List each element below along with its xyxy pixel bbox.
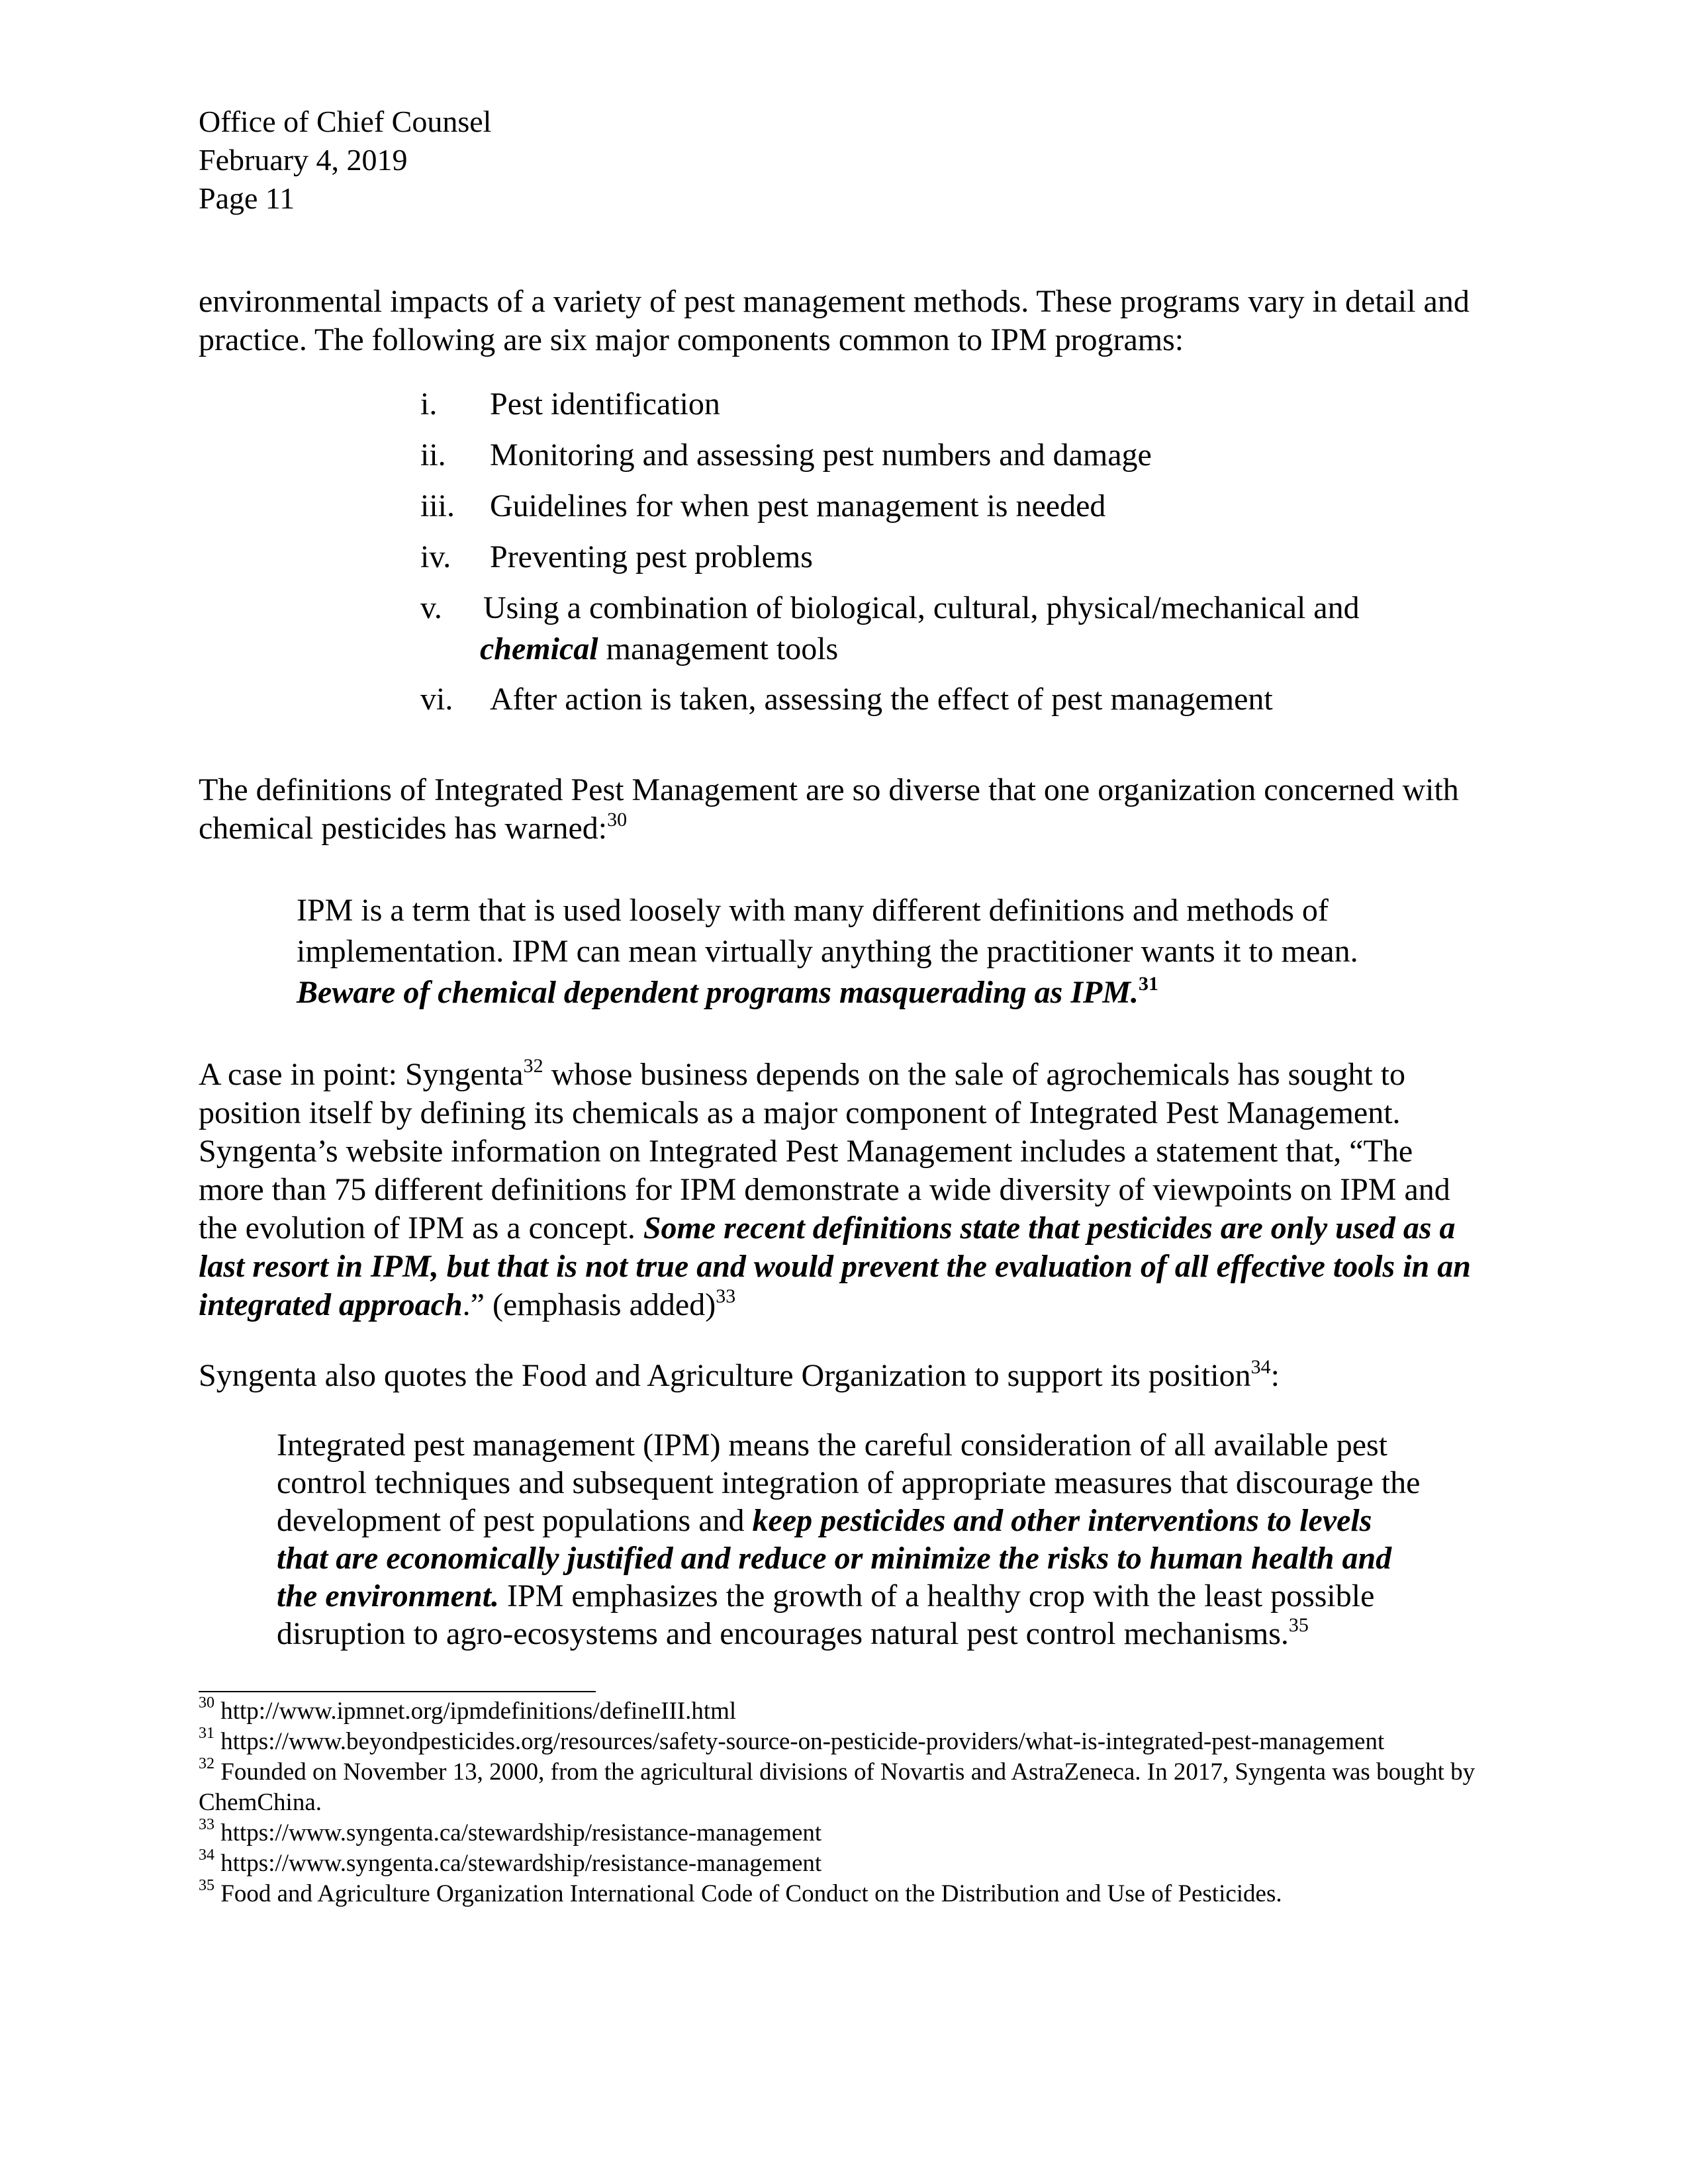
intro-paragraph: environmental impacts of a variety of pest management methods. These programs vary in detail and practice. The following are six major components common to IPM programs: xyxy=(199,284,1470,357)
list-text: Preventing pest problems xyxy=(490,539,813,574)
footnote-number: 31 xyxy=(199,1724,214,1742)
footnote-ref: 31 xyxy=(1139,973,1159,995)
footnote-number: 35 xyxy=(199,1876,214,1894)
paragraph-text: Syngenta also quotes the Food and Agriculture Organization to support its position xyxy=(199,1358,1251,1393)
quote-line: implementation. IPM can mean virtually anything the practitioner wants it to mean. xyxy=(297,934,1358,969)
footnote-number: 32 xyxy=(199,1754,214,1772)
syngenta-paragraph xyxy=(199,1056,1483,1324)
footnote xyxy=(199,1754,1496,1818)
footnote xyxy=(199,1696,1496,1727)
fao-intro-paragraph xyxy=(199,1357,1496,1395)
list-text: Guidelines for when pest management is needed xyxy=(490,488,1106,523)
footnote-text: https://www.syngenta.ca/stewardship/resistance-management xyxy=(220,1850,822,1877)
list-text-rest: management tools xyxy=(598,631,839,666)
list-number: iii. xyxy=(420,488,455,523)
list-text-continuation xyxy=(480,629,1479,670)
footnote-text: https://www.syngenta.ca/stewardship/resistance-management xyxy=(220,1819,822,1846)
footnote-ref: 33 xyxy=(716,1285,736,1307)
block-quote-ipm-warning xyxy=(297,890,1422,1013)
list-text: Monitoring and assessing pest numbers and damage xyxy=(490,437,1152,473)
header-date: February 4, 2019 xyxy=(199,143,408,177)
footnote xyxy=(199,1848,1496,1879)
footnote-ref: 35 xyxy=(1288,1614,1309,1636)
list-text-emphasis: chemical xyxy=(480,631,598,666)
footnote-number: 33 xyxy=(199,1815,214,1833)
footnote-number: 30 xyxy=(199,1694,214,1711)
quote-emphasis: Beware of chemical dependent programs masquerading as IPM. xyxy=(297,975,1139,1010)
paragraph-emphasis: Some recent definitions state that pesticides are only used as a last resort in IPM, but that is not true and would prevent the evaluation of all effective tools in an integrated approach xyxy=(199,1210,1471,1322)
footnote xyxy=(199,1876,1496,1909)
footnote-number: 34 xyxy=(199,1846,214,1864)
list-text: Using a combination of biological, cultural, physical/mechanical and xyxy=(483,590,1360,625)
footnote-text: https://www.beyondpesticides.org/resources/safety-source-on-pesticide-providers/what-is-integrated-pest-management xyxy=(220,1728,1385,1755)
document-page xyxy=(199,103,1496,1907)
footnote-text: Food and Agriculture Organization International Code of Conduct on the Distribution and Use of Pesticides. xyxy=(220,1880,1282,1907)
footnote-ref: 34 xyxy=(1250,1356,1271,1378)
list-number: ii. xyxy=(420,437,446,473)
header-office: Office of Chief Counsel xyxy=(199,105,492,138)
list-number: i. xyxy=(420,387,438,422)
list-item xyxy=(420,384,1479,425)
list-item xyxy=(420,537,1479,578)
paragraph-text: whose business depends on the sale of agrochemicals has sought to position itself by defining its chemicals as a major component of Integrated Pest Management. Syngenta’s website information on Integrated Pest Management includes a statement that, “The more than 75 different definitions for IPM demonstrate a wide diversity of viewpoints on IPM and the evolution of IPM as a concept. xyxy=(199,1057,1450,1246)
quote-line: IPM is a term that is used loosely with many different definitions and methods of xyxy=(297,893,1329,928)
quote-text: Integrated pest management (IPM) means the careful consideration of all available pest control techniques and subsequent integration of appropriate measures that discourage the development of pest populations and xyxy=(277,1428,1421,1538)
footnote-ref: 30 xyxy=(607,809,628,831)
footnote-text: http://www.ipmnet.org/ipmdefinitions/defineIII.html xyxy=(220,1698,737,1725)
footnote xyxy=(199,1815,1496,1848)
list-number: vi. xyxy=(420,682,453,717)
list-item xyxy=(420,588,1479,670)
quote-emphasis: keep pesticides and other interventions to levels that are economically justified and reduce or minimize the risks to human health and the environment. xyxy=(277,1503,1392,1614)
footnote-separator xyxy=(199,1691,596,1692)
list-text: After action is taken, assessing the effect of pest management xyxy=(490,682,1273,717)
list-item xyxy=(420,679,1479,720)
paragraph-text: : xyxy=(1270,1358,1280,1393)
list-text: Pest identification xyxy=(490,387,720,422)
footnote-ref: 32 xyxy=(523,1055,543,1077)
definitions-paragraph xyxy=(199,771,1496,848)
letter-header xyxy=(199,103,1496,218)
footnote-text: Founded on November 13, 2000, from the agricultural divisions of Novartis and AstraZeneca. In 2017, Syngenta was bought by ChemChina. xyxy=(199,1758,1476,1816)
quote-text: IPM emphasizes the growth of a healthy crop with the least possible disruption to agro-ecosystems and encourages natural pest control mechanisms. xyxy=(277,1578,1375,1651)
list-number: iv. xyxy=(420,539,451,574)
footnote xyxy=(199,1724,1496,1757)
paragraph-text: .” (emphasis added) xyxy=(462,1287,716,1322)
paragraph-text: The definitions of Integrated Pest Management are so diverse that one organization concerned with chemical pesticides has warned: xyxy=(199,772,1459,846)
paragraph-text: A case in point: Syngenta xyxy=(199,1057,524,1092)
footnotes xyxy=(199,1696,1496,1909)
header-page-number: Page 11 xyxy=(199,181,295,215)
block-quote-fao-definition xyxy=(277,1426,1429,1653)
list-item xyxy=(420,486,1479,527)
list-number: v. xyxy=(420,590,442,625)
list-item xyxy=(420,435,1479,476)
